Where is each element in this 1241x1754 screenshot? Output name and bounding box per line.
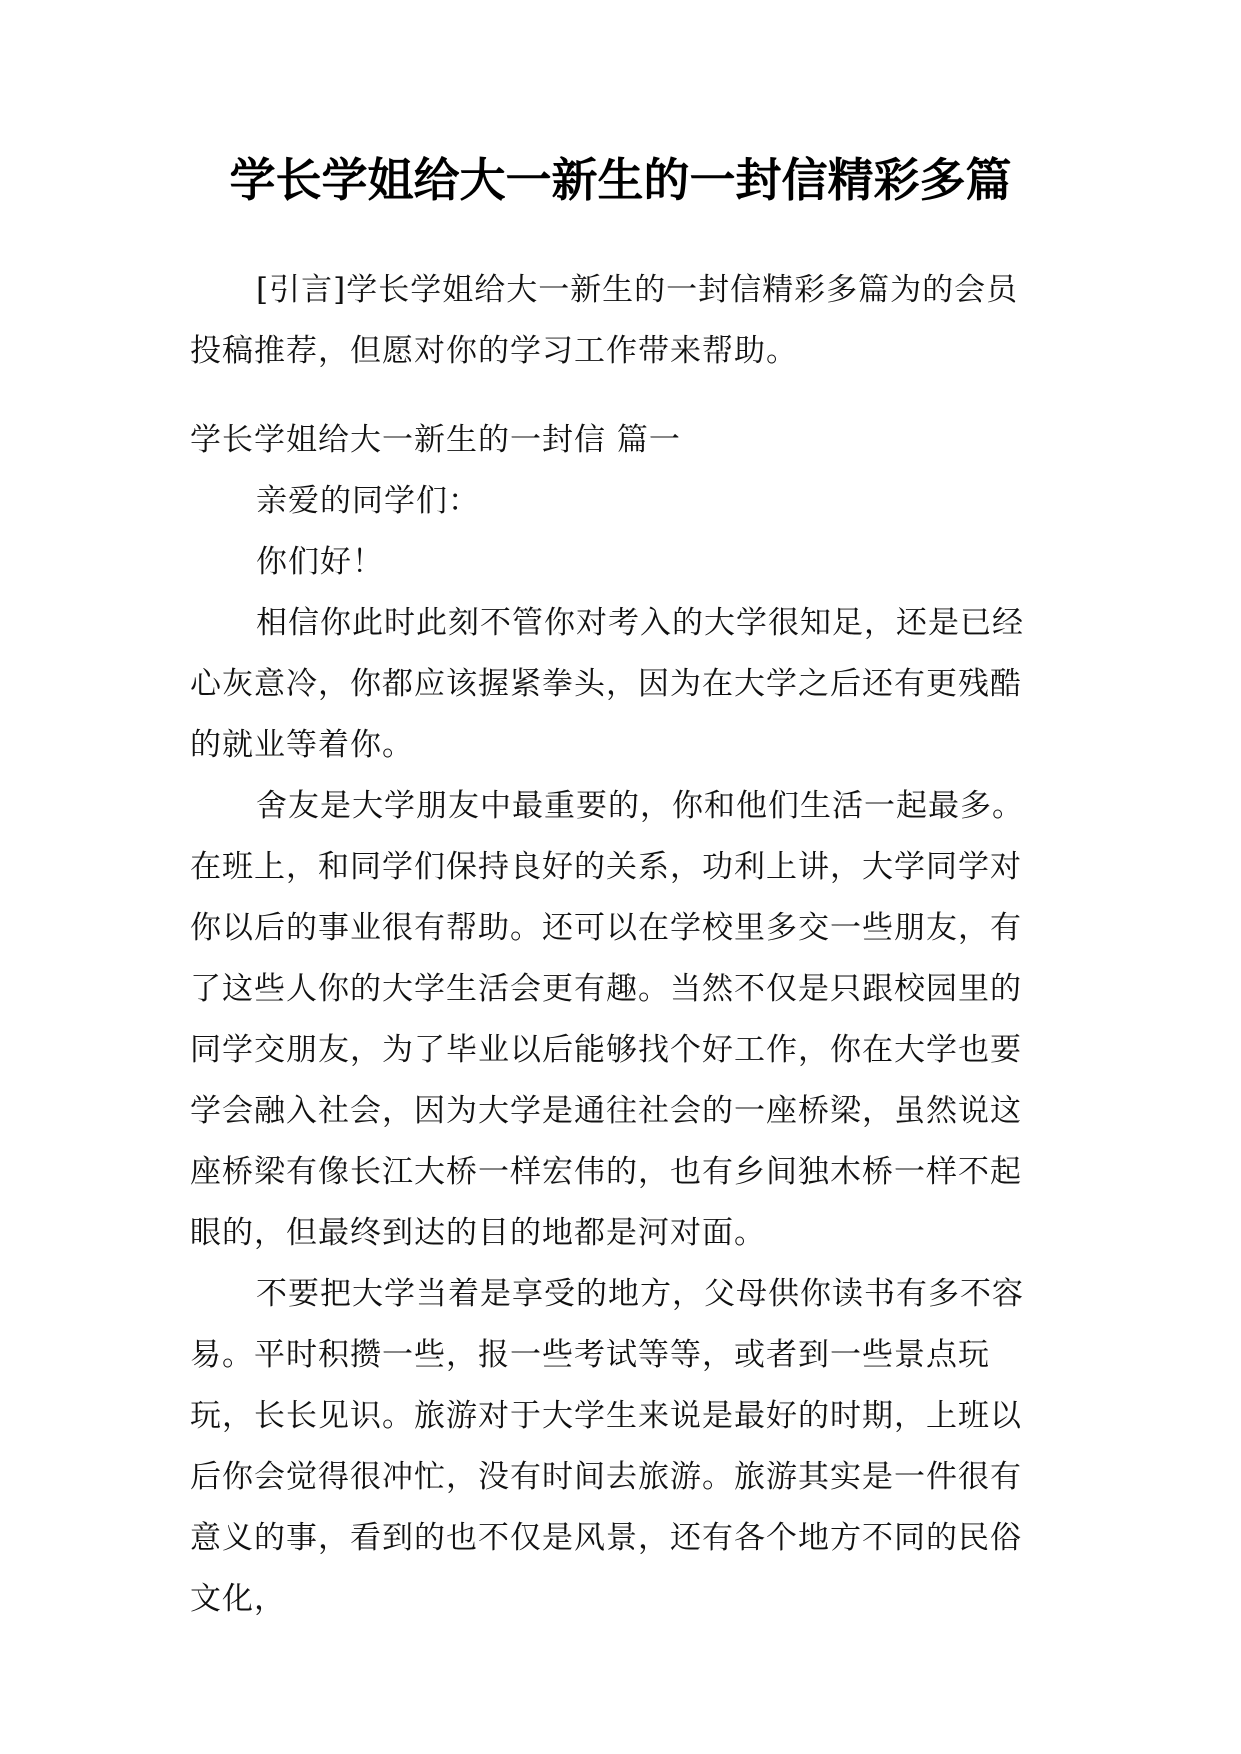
body-paragraph-3: 不要把大学当着是享受的地方，父母供你读书有多不容易。平时积攒一些，报一些考试等等，或者到一些景点玩玩，长长见识。旅游对于大学生来说是最好的时期，上班以后你会觉得很冲忙，没有时间去旅游。旅游其实是一件很有意义的事，看到的也不仅是风景，还有各个地方不同的民俗文化，: [190, 1276, 1024, 1617]
intro-paragraph: [引言]学长学姐给大一新生的一封信精彩多篇为的会员投稿推荐，但愿对你的学习工作带来帮助。: [190, 272, 1019, 369]
greeting: 你们好！: [256, 544, 384, 580]
body-paragraph-1: 相信你此时此刻不管你对考入的大学很知足，还是已经心灰意冷，你都应该握紧拳头，因为在大学之后还有更残酷的就业等着你。: [190, 605, 1024, 763]
body-paragraph-2: 舍友是大学朋友中最重要的，你和他们生活一起最多。在班上，和同学们保持良好的关系，功利上讲，大学同学对你以后的事业很有帮助。还可以在学校里多交一些朋友，有了这些人你的大学生活会更有趣。当然不仅是只跟校园里的同学交朋友，为了毕业以后能够找个好工作，你在大学也要学会融入社会，因为大学是通往社会的一座桥梁，虽然说这座桥梁有像长江大桥一样宏伟的，也有乡间独木桥一样不起眼的，但最终到达的目的地都是河对面。: [190, 788, 1024, 1251]
section-heading: 学长学姐给大一新生的一封信 篇一: [190, 422, 681, 458]
salutation: 亲爱的同学们：: [256, 483, 480, 519]
document-title: 学长学姐给大一新生的一封信精彩多篇: [229, 153, 1012, 207]
